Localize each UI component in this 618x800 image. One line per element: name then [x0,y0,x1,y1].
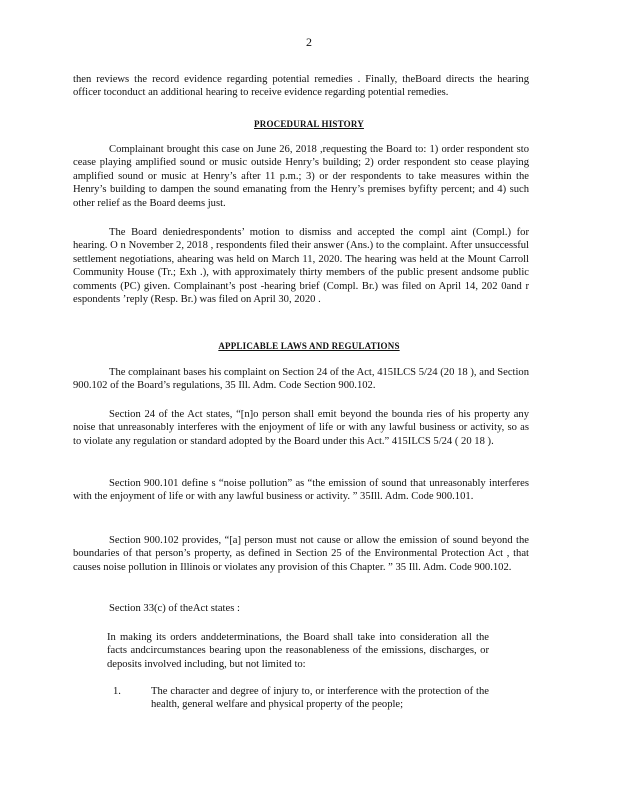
bases-paragraph: The complainant bases his complaint on Section 24 of the Act, 415ILCS 5/24 (20 18 ), and Section 900.102 of the Board’s regulations, 35 Ill. Adm. Code Section 900.102. [73,367,529,392]
section-900-102-paragraph: Section 900.102 provides, “[a] person must not cause or allow the emission of sound beyond the boundaries of that person’s property, as defined in Section 25 of the Environmental Protection Act , that causes noise pollution in Illinois or violates any provision of this Chapter. ” 35 Ill. Adm. Code 900.102. [73,535,529,573]
section-24-paragraph: Section 24 of the Act states, “[n]o person shall emit beyond the bounda ries of his property any noise that unreasonably interferes with the enjoyment of life or with any lawful business or activity, so as to violate any regulation or standard adopted by the Board under this Act.” 415ILCS 5/24 ( 20 18 ). [73,409,529,447]
quoted-block: In making its orders anddeterminations, the Board shall take into consideration all the facts andcircumstances bearing upon the reasonableness of the emissions, discharges, or deposits involved including, but not limited to: [107,632,489,670]
applicable-laws-heading: APPLICABLE LAWS AND REGULATIONS [218,341,400,351]
procedural-history-heading: PROCEDURAL HISTORY [254,119,364,129]
list-item-text: The character and degree of injury to, or interference with the protection of the health, general welfare and physical property of the people; [151,686,489,711]
board-denied-paragraph: The Board deniedrespondents’ motion to dismiss and accepted the compl aint (Compl.) for hearing. O n November 2, 2018 , respondents filed their answer (Ans.) to the complaint. After unsuccessful settlement negotiations, ahearing was held on March 11, 2020. The hearing was held at the Mount Carroll Community House (Tr.; Exh .), with approximately thirty members of the public present andsome public comments (PC) given. Complainant’s post -hearing brief (Compl. Br.) was filed on April 14, 202 0and r espondents ’reply (Resp. Br.) was filed on April 30, 2020 . [73,227,529,306]
list-item-number: 1. [113,686,121,697]
section-900-101-paragraph: Section 900.101 define s “noise pollution” as “the emission of sound that unreasonably interferes with the enjoyment of life or with any lawful business or activity. ” 35Ill. Adm. Code 900.101. [73,478,529,503]
section-33c-paragraph: Section 33(c) of theAct states : [109,603,240,614]
intro-paragraph: then reviews the record evidence regarding potential remedies . Finally, theBoard directs the hearing officer toconduct an additional hearing to receive evidence regarding potential remedies. [73,74,529,99]
complainant-paragraph: Complainant brought this case on June 26, 2018 ,requesting the Board to: 1) order respondent sto cease playing amplified sound or music outside Henry’s building; 2) order respondent sto cease playing amplified sound or music at Henry’s after 11 p.m.; 3) or der respondents to take measures within the Henry’s building to dampen the sound emanating from the Henry’s premises byfifty percent; and 4) such other relief as the Board deems just. [73,144,529,209]
page-number: 2 [306,35,312,49]
